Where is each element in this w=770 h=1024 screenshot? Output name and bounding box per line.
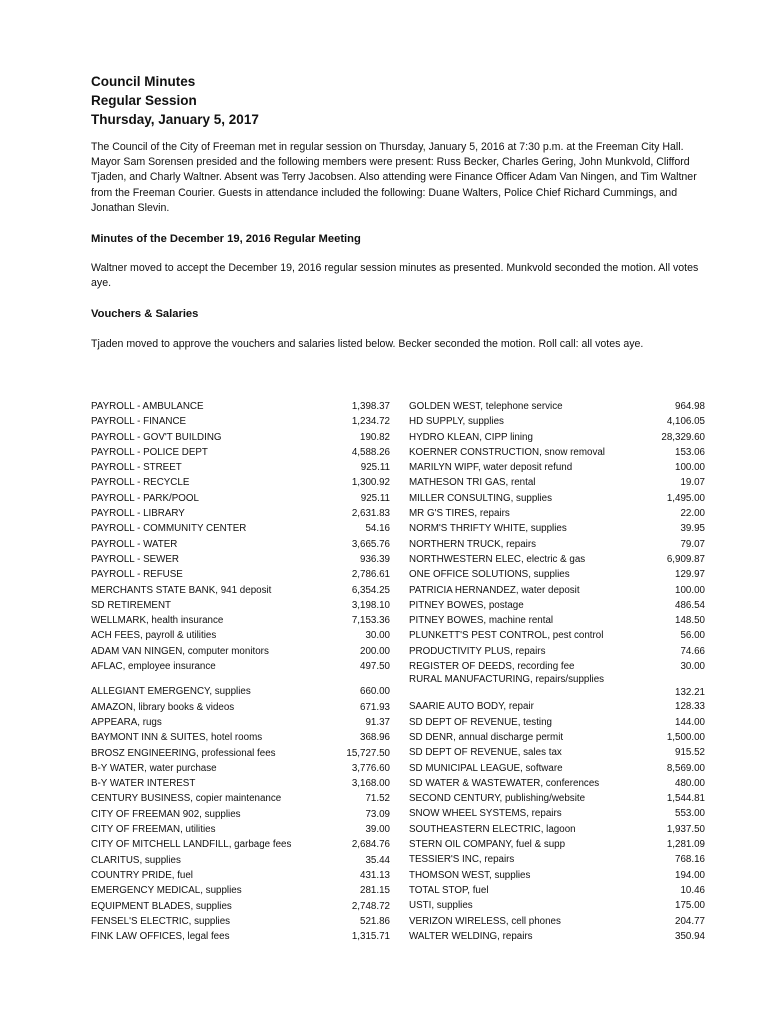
voucher-payee: PAYROLL - FINANCE — [91, 416, 187, 428]
voucher-payee: ADAM VAN NINGEN, computer monitors — [91, 645, 269, 657]
voucher-amount: 22.00 — [680, 508, 705, 520]
voucher-amount: 3,665.76 — [351, 538, 390, 550]
voucher-payee: SAARIE AUTO BODY, repair — [409, 701, 534, 713]
voucher-row — [409, 674, 705, 699]
voucher-amount: 19.07 — [680, 477, 705, 489]
voucher-payee: CITY OF MITCHELL LANDFILL, garbage fees — [91, 839, 292, 851]
voucher-row — [409, 598, 705, 613]
voucher-amount: 54.16 — [365, 523, 390, 535]
voucher-row — [91, 628, 390, 643]
voucher-amount: 100.00 — [675, 462, 705, 474]
voucher-amount: 194.00 — [675, 869, 705, 881]
document-title-line2: Regular Session — [91, 93, 197, 108]
vouchers-left-column — [91, 399, 390, 944]
voucher-payee: USTI, supplies — [409, 900, 473, 912]
voucher-amount: 79.07 — [680, 538, 705, 550]
voucher-payee: BROSZ ENGINEERING, professional fees — [91, 747, 276, 759]
voucher-row — [409, 929, 705, 944]
voucher-amount: 4,106.05 — [666, 416, 705, 428]
voucher-amount: 73.09 — [365, 808, 390, 820]
voucher-amount: 200.00 — [360, 645, 390, 657]
voucher-payee: PITNEY BOWES, machine rental — [409, 615, 554, 627]
voucher-row — [91, 644, 390, 659]
voucher-row — [409, 644, 705, 659]
voucher-amount: 1,234.72 — [351, 416, 390, 428]
voucher-amount: 30.00 — [680, 661, 705, 673]
voucher-payee: ACH FEES, payroll & utilities — [91, 630, 217, 642]
voucher-payee: HYDRO KLEAN, CIPP lining — [409, 431, 533, 443]
voucher-payee: AMAZON, library books & videos — [91, 701, 235, 713]
voucher-amount: 1,398.37 — [351, 401, 390, 412]
voucher-row — [409, 822, 705, 837]
voucher-row — [409, 491, 705, 506]
voucher-amount: 1,281.09 — [666, 839, 705, 851]
voucher-row — [91, 883, 390, 898]
voucher-row — [409, 730, 705, 745]
voucher-payee: CITY OF FREEMAN 902, supplies — [91, 808, 241, 820]
voucher-row — [91, 761, 390, 776]
voucher-payee: TOTAL STOP, fuel — [409, 884, 489, 896]
voucher-payee: SD DEPT OF REVENUE, sales tax — [409, 747, 562, 759]
voucher-amount: 281.15 — [360, 885, 390, 897]
voucher-amount: 964.98 — [675, 401, 705, 412]
voucher-row — [91, 730, 390, 745]
voucher-row — [409, 761, 705, 776]
minutes-paragraph: Waltner moved to accept the December 19, 2016 regular session minutes as presented. Munkvold seconded the motion. All votes aye. — [91, 262, 699, 290]
voucher-payee: PAYROLL - REFUSE — [91, 569, 183, 581]
voucher-payee: NORM'S THRIFTY WHITE, supplies — [409, 523, 567, 535]
voucher-row — [409, 583, 705, 598]
voucher-amount: 91.37 — [365, 716, 390, 728]
intro-paragraph: The Council of the City of Freeman met in regular session on Thursday, January 5, 2016 at 7:30 p.m. at the Freeman City Hall. Mayor Sam Sorensen presided and the following members were present: Russ Becker, Charles Gering, John Munkvold, Clifford Tjaden, and Charly Waltner. Absent was Terry Jacobsen. Also attending were Finance Officer Adam Van Ningen, and Tim Waltner from the Freeman Courier. Guests in attendance included the following: Duane Walters, Police Chief Richard Cummings, and Jonathan Slevin. — [91, 141, 697, 214]
voucher-row — [91, 537, 390, 552]
voucher-payee: PAYROLL - STREET — [91, 462, 182, 474]
voucher-amount: 925.11 — [360, 462, 390, 474]
voucher-amount: 6,354.25 — [351, 584, 390, 596]
voucher-payee: SD RETIREMENT — [91, 599, 172, 611]
voucher-payee: STERN OIL COMPANY, fuel & supp — [409, 839, 566, 851]
voucher-amount: 28,329.60 — [661, 431, 705, 443]
voucher-row — [91, 853, 390, 868]
voucher-row — [91, 868, 390, 883]
voucher-amount: 132.21 — [675, 687, 705, 699]
voucher-amount: 153.06 — [675, 446, 705, 458]
vouchers-right-column — [409, 399, 705, 944]
document-page — [91, 72, 711, 353]
voucher-row — [409, 537, 705, 552]
voucher-amount: 671.93 — [360, 701, 390, 713]
document-title-date: Thursday, January 5, 2017 — [91, 112, 259, 127]
voucher-row — [409, 852, 705, 867]
voucher-payee: PAYROLL - AMBULANCE — [91, 401, 204, 412]
voucher-amount: 1,315.71 — [351, 931, 390, 943]
voucher-row — [409, 914, 705, 929]
voucher-row — [91, 583, 390, 598]
voucher-payee: MATHESON TRI GAS, rental — [409, 477, 536, 489]
voucher-row — [91, 715, 390, 730]
voucher-amount: 2,786.61 — [351, 569, 390, 581]
voucher-amount: 925.11 — [360, 492, 390, 504]
voucher-amount: 175.00 — [675, 900, 705, 912]
voucher-payee: REGISTER OF DEEDS, recording fee — [409, 661, 575, 673]
voucher-payee: PAYROLL - COMMUNITY CENTER — [91, 523, 247, 535]
voucher-payee: MERCHANTS STATE BANK, 941 deposit — [91, 584, 272, 596]
voucher-amount: 368.96 — [360, 732, 390, 744]
voucher-amount: 2,748.72 — [351, 900, 390, 912]
voucher-amount: 2,631.83 — [351, 508, 390, 520]
voucher-amount: 6,909.87 — [666, 553, 705, 565]
voucher-row — [91, 659, 390, 674]
voucher-row — [91, 521, 390, 536]
voucher-amount: 660.00 — [360, 686, 390, 698]
voucher-amount: 3,776.60 — [351, 762, 390, 774]
voucher-row — [409, 898, 705, 913]
voucher-payee: GOLDEN WEST, telephone service — [409, 401, 563, 412]
voucher-row — [91, 445, 390, 460]
voucher-amount: 39.00 — [365, 824, 390, 836]
voucher-payee: PAYROLL - PARK/POOL — [91, 492, 199, 504]
voucher-amount: 8,569.00 — [666, 762, 705, 774]
voucher-payee: ONE OFFICE SOLUTIONS, supplies — [409, 569, 570, 581]
voucher-payee: MARILYN WIPF, water deposit refund — [409, 462, 573, 474]
voucher-payee: PAYROLL - WATER — [91, 538, 178, 550]
voucher-row — [91, 460, 390, 475]
voucher-amount: 74.66 — [680, 645, 705, 657]
voucher-row — [91, 552, 390, 567]
voucher-row — [91, 430, 390, 445]
voucher-amount: 936.39 — [360, 553, 390, 565]
voucher-row — [409, 806, 705, 821]
voucher-amount: 35.44 — [365, 854, 390, 866]
voucher-payee: HD SUPPLY, supplies — [409, 416, 504, 428]
voucher-payee: WELLMARK, health insurance — [91, 615, 224, 627]
voucher-amount: 4,588.26 — [351, 446, 390, 458]
voucher-payee: SD MUNICIPAL LEAGUE, software — [409, 762, 563, 774]
voucher-amount: 350.94 — [675, 930, 705, 942]
voucher-amount: 1,500.00 — [666, 731, 705, 743]
voucher-row — [409, 506, 705, 521]
voucher-payee: MR G'S TIRES, repairs — [409, 508, 510, 520]
voucher-amount: 915.52 — [675, 747, 705, 759]
voucher-amount: 497.50 — [360, 661, 390, 673]
voucher-amount: 1,495.00 — [666, 492, 705, 504]
voucher-amount: 1,300.92 — [351, 477, 390, 489]
voucher-amount: 431.13 — [360, 869, 390, 881]
minutes-heading: Minutes of the December 19, 2016 Regular Meeting — [91, 233, 361, 246]
voucher-amount: 39.95 — [680, 523, 705, 535]
vouchers-heading: Vouchers & Salaries — [91, 308, 199, 321]
voucher-row — [91, 807, 390, 822]
voucher-row — [409, 776, 705, 791]
voucher-payee: EQUIPMENT BLADES, supplies — [91, 900, 232, 912]
voucher-row — [91, 567, 390, 582]
voucher-amount: 553.00 — [675, 808, 705, 820]
voucher-row — [91, 598, 390, 613]
voucher-payee: B-Y WATER, water purchase — [91, 762, 217, 774]
voucher-row — [409, 837, 705, 852]
voucher-payee: WALTER WELDING, repairs — [409, 930, 533, 942]
voucher-payee: PLUNKETT'S PEST CONTROL, pest control — [409, 630, 604, 642]
voucher-amount: 129.97 — [675, 569, 705, 581]
voucher-payee: PAYROLL - SEWER — [91, 553, 180, 565]
voucher-row — [91, 837, 390, 852]
voucher-row — [409, 399, 705, 414]
voucher-payee: SD DENR, annual discharge permit — [409, 731, 564, 743]
voucher-payee: CENTURY BUSINESS, copier maintenance — [91, 793, 282, 805]
voucher-amount: 1,544.81 — [666, 793, 705, 805]
voucher-amount: 486.54 — [675, 599, 705, 611]
voucher-amount: 148.50 — [675, 615, 705, 627]
voucher-amount: 10.46 — [680, 884, 705, 896]
voucher-row — [409, 460, 705, 475]
voucher-row — [91, 684, 390, 699]
voucher-row — [91, 914, 390, 929]
voucher-amount: 768.16 — [675, 854, 705, 866]
voucher-row — [91, 399, 390, 414]
voucher-row — [409, 613, 705, 628]
voucher-row — [91, 475, 390, 490]
voucher-amount: 2,684.76 — [351, 839, 390, 851]
voucher-payee: PITNEY BOWES, postage — [409, 599, 524, 611]
voucher-amount: 3,198.10 — [351, 599, 390, 611]
voucher-payee: TESSIER'S INC, repairs — [409, 854, 515, 866]
voucher-payee: AFLAC, employee insurance — [91, 661, 216, 673]
voucher-amount: 30.00 — [365, 630, 390, 642]
voucher-row — [91, 700, 390, 715]
vouchers-paragraph: Tjaden moved to approve the vouchers and salaries listed below. Becker seconded the motion. Roll call: all votes aye. — [91, 338, 644, 351]
voucher-payee: CITY OF FREEMAN, utilities — [91, 824, 216, 836]
voucher-payee: SD WATER & WASTEWATER, conferences — [409, 777, 600, 789]
voucher-row — [409, 430, 705, 445]
voucher-row — [409, 628, 705, 643]
voucher-row — [409, 699, 705, 714]
voucher-payee: VERIZON WIRELESS, cell phones — [409, 915, 561, 927]
voucher-payee: COUNTRY PRIDE, fuel — [91, 869, 193, 881]
voucher-amount: 7,153.36 — [351, 615, 390, 627]
voucher-row — [91, 414, 390, 429]
voucher-row — [409, 883, 705, 898]
voucher-amount: 128.33 — [675, 701, 705, 713]
voucher-payee: PRODUCTIVITY PLUS, repairs — [409, 645, 546, 657]
voucher-row — [91, 822, 390, 837]
voucher-amount: 144.00 — [675, 716, 705, 728]
voucher-row — [91, 776, 390, 791]
voucher-row — [409, 791, 705, 806]
voucher-row — [91, 791, 390, 806]
voucher-payee: PAYROLL - LIBRARY — [91, 508, 185, 520]
voucher-payee: SNOW WHEEL SYSTEMS, repairs — [409, 808, 562, 820]
voucher-amount: 190.82 — [360, 431, 390, 443]
voucher-payee: BAYMONT INN & SUITES, hotel rooms — [91, 732, 263, 744]
voucher-amount: 1,937.50 — [666, 823, 705, 835]
voucher-payee: ALLEGIANT EMERGENCY, supplies — [91, 686, 251, 698]
voucher-payee: MILLER CONSULTING, supplies — [409, 492, 553, 504]
voucher-payee: SOUTHEASTERN ELECTRIC, lagoon — [409, 823, 576, 835]
voucher-payee: FENSEL'S ELECTRIC, supplies — [91, 915, 231, 927]
voucher-row — [409, 715, 705, 730]
voucher-row — [409, 745, 705, 760]
voucher-amount: 15,727.50 — [346, 747, 390, 759]
voucher-amount: 56.00 — [680, 630, 705, 642]
voucher-row — [409, 475, 705, 490]
voucher-amount: 480.00 — [675, 777, 705, 789]
voucher-row — [409, 445, 705, 460]
voucher-payee: CLARITUS, supplies — [91, 854, 181, 866]
voucher-row — [91, 929, 390, 944]
voucher-row — [91, 746, 390, 761]
voucher-row — [91, 506, 390, 521]
voucher-amount: 71.52 — [365, 793, 390, 805]
voucher-payee: PAYROLL - RECYCLE — [91, 477, 190, 489]
voucher-row — [91, 613, 390, 628]
voucher-payee: PATRICIA HERNANDEZ, water deposit — [409, 584, 580, 596]
voucher-payee: PAYROLL - GOV'T BUILDING — [91, 431, 222, 443]
voucher-payee: B-Y WATER INTEREST — [91, 778, 196, 790]
voucher-payee: SECOND CENTURY, publishing/website — [409, 793, 586, 805]
voucher-payee: RURAL MANUFACTURING, repairs/supplies — [409, 674, 605, 686]
voucher-payee: KOERNER CONSTRUCTION, snow removal — [409, 446, 605, 458]
voucher-row — [409, 521, 705, 536]
voucher-payee: NORTHERN TRUCK, repairs — [409, 538, 537, 550]
voucher-payee: PAYROLL - POLICE DEPT — [91, 446, 208, 458]
voucher-payee: EMERGENCY MEDICAL, supplies — [91, 885, 242, 897]
voucher-payee: NORTHWESTERN ELEC, electric & gas — [409, 553, 586, 565]
voucher-payee: SD DEPT OF REVENUE, testing — [409, 716, 553, 728]
voucher-payee: APPEARA, rugs — [91, 716, 162, 728]
voucher-row — [91, 899, 390, 914]
voucher-amount: 100.00 — [675, 584, 705, 596]
voucher-amount: 521.86 — [360, 915, 390, 927]
voucher-row — [91, 491, 390, 506]
voucher-payee: THOMSON WEST, supplies — [409, 869, 531, 881]
voucher-payee: FINK LAW OFFICES, legal fees — [91, 931, 230, 943]
voucher-amount: 3,168.00 — [351, 778, 390, 790]
voucher-row — [409, 552, 705, 567]
voucher-row — [409, 414, 705, 429]
voucher-row — [409, 659, 705, 674]
document-title-line1: Council Minutes — [91, 74, 196, 89]
voucher-row — [409, 868, 705, 883]
voucher-row — [409, 567, 705, 582]
voucher-amount: 204.77 — [675, 915, 705, 927]
